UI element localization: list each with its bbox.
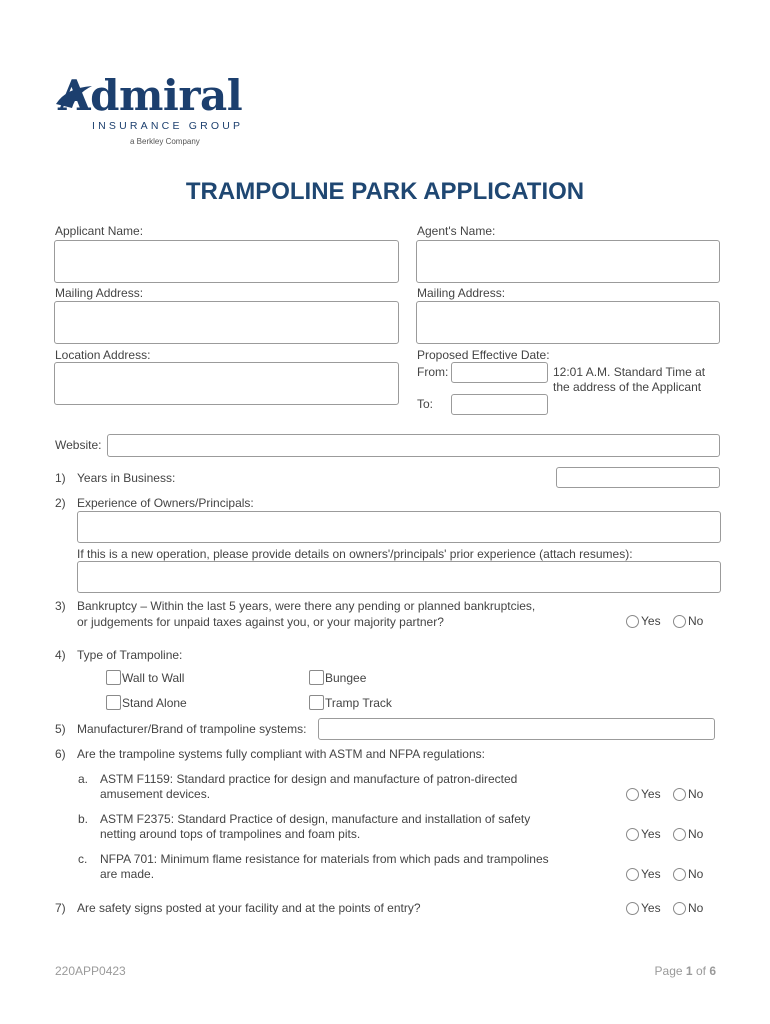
question-6b-line2: netting around tops of trampolines and foam pits. — [100, 827, 361, 841]
checkbox-icon[interactable] — [309, 695, 324, 710]
proposed-effective-date-label: Proposed Effective Date: — [417, 348, 550, 362]
radio-icon[interactable] — [626, 868, 639, 881]
question-6c-line2: are made. — [100, 867, 155, 881]
radio-icon[interactable] — [673, 788, 686, 801]
applicant-mailing-address-field[interactable] — [54, 301, 399, 344]
question-6a-letter: a. — [78, 772, 89, 786]
radio-icon[interactable] — [626, 828, 639, 841]
question-2-text: Experience of Owners/Principals: — [77, 496, 254, 510]
question-2-number: 2) — [55, 496, 66, 510]
q6a-yes-option[interactable]: Yes — [626, 787, 661, 801]
question-1-number: 1) — [55, 471, 66, 485]
years-in-business-field[interactable] — [556, 467, 720, 488]
question-6c-line1: NFPA 701: Minimum flame resistance for materials from which pads and trampolines — [100, 852, 549, 866]
mailing-address-label-right: Mailing Address: — [417, 286, 506, 300]
question-3-text-line1: Bankruptcy – Within the last 5 years, were there any pending or planned bankruptcies, — [77, 599, 536, 613]
tramp-track-checkbox[interactable]: Tramp Track — [309, 695, 392, 710]
question-6b-line1: ASTM F2375: Standard Practice of design, manufacture and installation of safety — [100, 812, 531, 826]
agent-mailing-address-field[interactable] — [416, 301, 720, 344]
question-1-text: Years in Business: — [77, 471, 176, 485]
standard-time-note-line1: 12:01 A.M. Standard Time at — [553, 365, 706, 379]
question-6b-letter: b. — [78, 812, 89, 826]
to-date-field[interactable] — [451, 394, 548, 415]
location-address-label: Location Address: — [55, 348, 151, 362]
question-3-text-line2: or judgements for unpaid taxes against you, or your majority partner? — [77, 615, 444, 629]
question-6c-letter: c. — [78, 852, 88, 866]
logo-subtitle: INSURANCE GROUP — [92, 120, 244, 132]
q6b-yes-option[interactable]: Yes — [626, 827, 661, 841]
applicant-name-field[interactable] — [54, 240, 399, 283]
question-6-text: Are the trampoline systems fully compliant with ASTM and NFPA regulations: — [77, 747, 485, 761]
question-6-number: 6) — [55, 747, 66, 761]
q6c-yes-option[interactable]: Yes — [626, 867, 661, 881]
q3-yes-option[interactable]: Yes — [626, 614, 661, 628]
page-prefix: Page — [654, 964, 683, 978]
question-5-text: Manufacturer/Brand of trampoline systems: — [77, 722, 307, 736]
q6a-no-option[interactable]: No — [673, 787, 703, 801]
checkbox-icon[interactable] — [106, 695, 121, 710]
q6c-no-option[interactable]: No — [673, 867, 703, 881]
q6b-no-option[interactable]: No — [673, 827, 703, 841]
question-7-text: Are safety signs posted at your facility and at the points of entry? — [77, 901, 421, 915]
wall-to-wall-checkbox[interactable]: Wall to Wall — [106, 670, 184, 685]
radio-icon[interactable] — [673, 902, 686, 915]
question-4-text: Type of Trampoline: — [77, 648, 183, 662]
logo-tagline: a Berkley Company — [130, 137, 200, 146]
from-date-field[interactable] — [451, 362, 548, 383]
to-label: To: — [417, 397, 434, 411]
question-2-note: If this is a new operation, please provide details on owners'/principals' prior experience (attach resumes): — [77, 547, 633, 561]
question-7-number: 7) — [55, 901, 66, 915]
radio-icon[interactable] — [673, 868, 686, 881]
q7-no-option[interactable]: No — [673, 901, 703, 915]
radio-icon[interactable] — [626, 788, 639, 801]
page-indicator — [655, 964, 716, 978]
q3-no-option[interactable]: No — [673, 614, 703, 628]
page-number: 1 — [685, 964, 693, 978]
experience-field[interactable] — [77, 511, 721, 543]
radio-icon[interactable] — [673, 615, 686, 628]
mailing-address-label-left: Mailing Address: — [55, 286, 144, 300]
website-label: Website: — [55, 438, 102, 452]
question-6a-line2: amusement devices. — [100, 787, 211, 801]
applicant-name-label: Applicant Name: — [55, 224, 144, 238]
agent-name-field[interactable] — [416, 240, 720, 283]
location-address-field[interactable] — [54, 362, 399, 405]
company-logo — [54, 72, 294, 152]
bungee-checkbox[interactable]: Bungee — [309, 670, 366, 685]
from-label: From: — [417, 365, 449, 379]
prior-experience-field[interactable] — [77, 561, 721, 593]
question-4-number: 4) — [55, 648, 66, 662]
q7-yes-option[interactable]: Yes — [626, 901, 661, 915]
logo-wordmark: Admiral — [58, 71, 243, 120]
page-total: 6 — [709, 964, 716, 978]
radio-icon[interactable] — [626, 902, 639, 915]
page-title: TRAMPOLINE PARK APPLICATION — [185, 178, 585, 205]
question-6a-line1: ASTM F1159: Standard practice for design and manufacture of patron-directed — [100, 772, 518, 786]
form-code: 220APP0423 — [55, 964, 126, 978]
checkbox-icon[interactable] — [106, 670, 121, 685]
standard-time-note-line2: the address of the Applicant — [553, 380, 702, 394]
agent-name-label: Agent's Name: — [417, 224, 496, 238]
checkbox-icon[interactable] — [309, 670, 324, 685]
manufacturer-field[interactable] — [318, 718, 715, 740]
website-field[interactable] — [107, 434, 720, 457]
question-5-number: 5) — [55, 722, 66, 736]
radio-icon[interactable] — [673, 828, 686, 841]
radio-icon[interactable] — [626, 615, 639, 628]
stand-alone-checkbox[interactable]: Stand Alone — [106, 695, 187, 710]
question-3-number: 3) — [55, 599, 66, 613]
page-of: of — [695, 964, 706, 978]
